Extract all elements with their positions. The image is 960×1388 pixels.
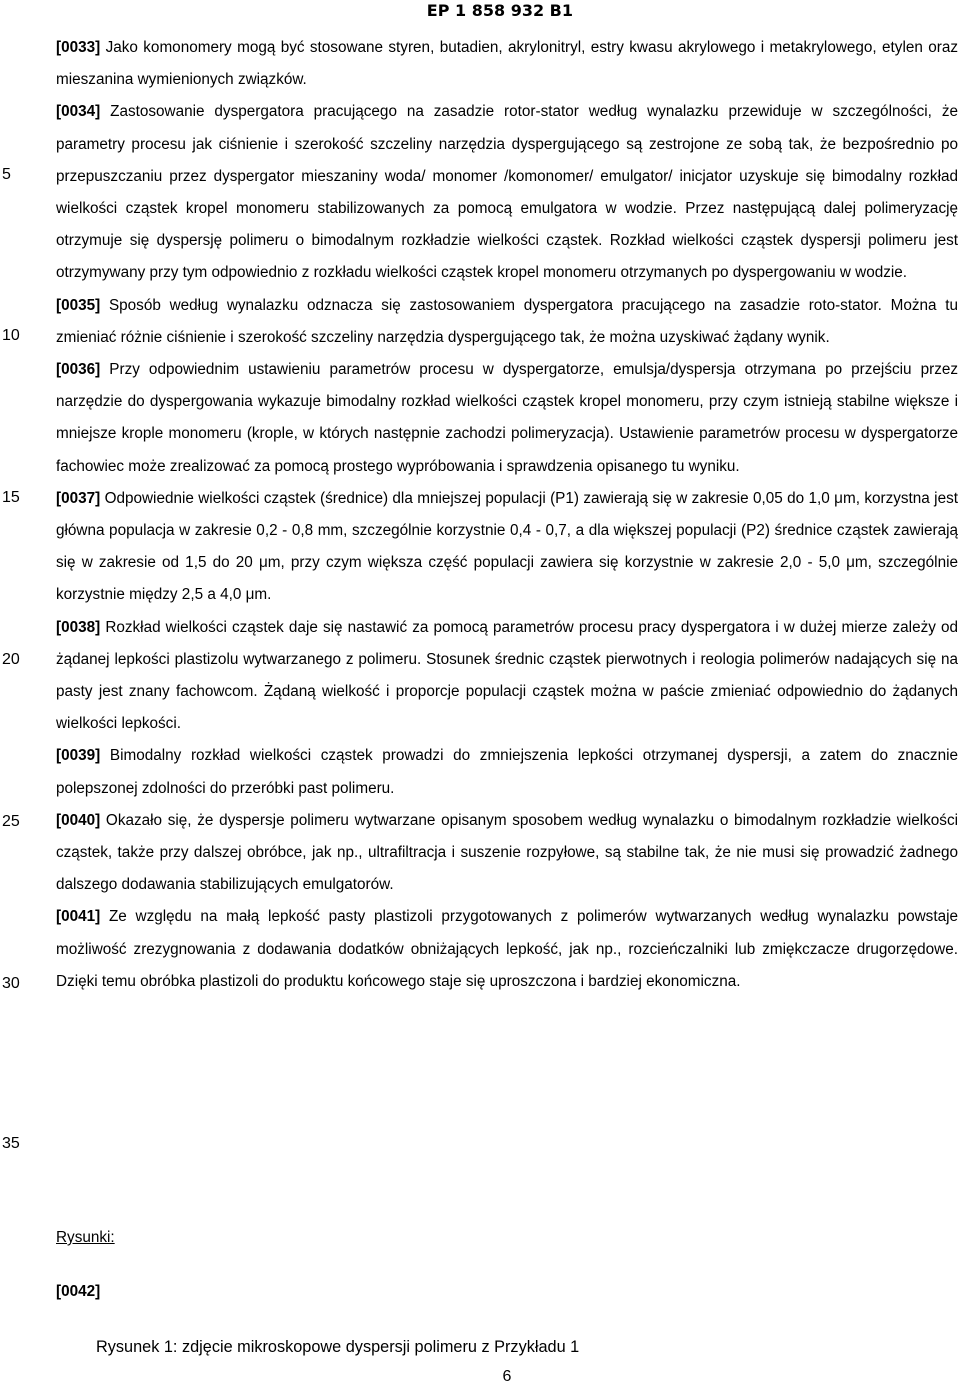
paragraph-number: [0035]: [56, 296, 101, 314]
paragraph-number: [0034]: [56, 103, 101, 121]
figures-heading: Rysunki:: [56, 1229, 115, 1246]
line-number-15: 15: [2, 489, 20, 506]
paragraph-0042-number: [0042]: [56, 1283, 101, 1300]
paragraph-text: Ze względu na małą lepkość pasty plastizoli przygotowanych z polimerów wytwarzanych według wynalazku powstaje możliwość zrezygnowania z dodawania dodatków obniżających lepkość, jak np., rozcieńczalniki lub zmiękczacze drugorzędowe. Dzięki temu obróbka plastizoli do produktu końcowego staje się uproszczona i bardziej ekonomiczna.: [56, 908, 958, 990]
document-body: [56, 32, 958, 998]
paragraph-number: [0040]: [56, 811, 101, 829]
document-number-header: EP 1 858 932 B1: [426, 1, 573, 20]
paragraph-number: [0041]: [56, 908, 101, 926]
paragraph-number: [0039]: [56, 747, 101, 765]
paragraph-0041: [56, 901, 958, 998]
line-number-20: 20: [2, 651, 20, 668]
line-number-10: 10: [2, 327, 20, 344]
line-number-5: 5: [2, 166, 11, 183]
paragraph-text: Zastosowanie dyspergatora pracującego na zasadzie rotor-stator według wynalazku przewiduje w szczególności, że parametry procesu jak ciśnienie i szerokość szczeliny narzędzia dyspergującego są zestrojone ze sobą tak, że bezpośrednio po przepuszczaniu przez dyspergator mieszaniny woda/ monomer /komonomer/ emulgator/ inicjator uzyskuje się bimodalny rozkład wielkości cząstek kropel monomeru stabilizowanych za pomocą emulgatora w wodzie. Przez następującą dalej polimeryzację otrzymuje się dyspersję polimeru o bimodalnym rozkładzie wielkości cząstek. Rozkład wielkości cząstek dyspersji polimeru jest otrzymywany przy tym odpowiednio z rozkładu wielkości cząstek kropel monomeru otrzymanych po dyspergowaniu w wodzie.: [56, 103, 958, 282]
paragraph-text: Okazało się, że dyspersje polimeru wytwarzane opisanym sposobem według wynalazku o bimodalnym rozkładzie wielkości cząstek, także przy dalszej obróbce, jak np., ultrafiltracja i suszenie rozpyłowe, są stabilne tak, że nie musi się prowadzić żadnego dalszego dodawania stabilizujących emulgatorów.: [56, 811, 958, 894]
figure-caption: Rysunek 1: zdjęcie mikroskopowe dyspersji polimeru z Przykładu 1: [96, 1338, 580, 1356]
page-number: 6: [502, 1368, 512, 1385]
line-number-30: 30: [2, 975, 20, 992]
paragraph-number: [0033]: [56, 39, 101, 56]
line-number-25: 25: [2, 813, 20, 830]
paragraph-text: Bimodalny rozkład wielkości cząstek prowadzi do zmniejszenia lepkości otrzymanej dyspersji, a zatem do znacznie polepszonej zdolności do przeróbki past polimeru.: [56, 747, 958, 797]
paragraph-number: [0036]: [56, 361, 101, 379]
paragraph-0036: [56, 354, 958, 483]
paragraph-0040: [56, 805, 958, 902]
paragraph-text: Jako komonomery mogą być stosowane styren, butadien, akrylonitryl, estry kwasu akrylowego i metakrylowego, etylen oraz mieszanina wymienionych związków.: [56, 39, 958, 89]
paragraph-0039: [56, 740, 958, 804]
paragraph-0034: [56, 96, 958, 289]
paragraph-0037: [56, 483, 958, 612]
paragraph-text: Przy odpowiednim ustawieniu parametrów procesu w dyspergatorze, emulsja/dyspersja otrzymana po przejściu przez narzędzie do dyspergowania wykazuje bimodalny rozkład wielkości cząstek kropel monomeru, przy czym istnieją stabilne większe i mniejsze krople monomeru (krople, w których następnie zachodzi polimeryzacja). Ustawienie parametrów procesu w dyspergatorze fachowiec może zrealizować za pomocą prostego wypróbowania i sprawdzenia opisanego tu wyniku.: [56, 361, 958, 475]
paragraph-text: Rozkład wielkości cząstek daje się nastawić za pomocą parametrów procesu pracy dyspergatora i w dużej mierze zależy od żądanej lepkości plastizolu wytwarzanego z polimeru. Stosunek średnic cząstek pierwotnych i reologia polimerów nadających się na pasty jest znany fachowcom. Żądaną wielkość i proporcje populacji cząstek można w paście zmieniać odpowiednio do żądanych wielkości lepkości.: [56, 618, 958, 733]
paragraph-text: Sposób według wynalazku odznacza się zastosowaniem dyspergatora pracującego na zasadzie roto-stator. Można tu zmieniać różnie ciśnienie i szerokość szczeliny narzędzia dyspergującego tak, że można uzyskiwać żądany wynik.: [56, 296, 958, 346]
paragraph-0038: [56, 612, 958, 741]
paragraph-0035: [56, 290, 958, 354]
line-number-35: 35: [2, 1135, 20, 1152]
paragraph-number: [0038]: [56, 618, 101, 636]
paragraph-text: Odpowiednie wielkości cząstek (średnice) dla mniejszej populacji (P1) zawierają się w zakresie 0,05 do 1,0 μm, korzystna jest główna populacja w zakresie 0,2 - 0,8 mm, szczególnie korzystnie 0,4 - 0,7, a dla większej populacji (P2) średnice cząstek zawierają się w zakresie od 1,5 do 20 μm, przy czym większa część populacji zawiera się korzystnie w zakresie 2,0 - 5,0 μm, szczególnie korzystnie między 2,5 a 4,0 μm.: [56, 489, 958, 604]
paragraph-0033: [56, 32, 958, 96]
paragraph-number: [0037]: [56, 489, 101, 507]
